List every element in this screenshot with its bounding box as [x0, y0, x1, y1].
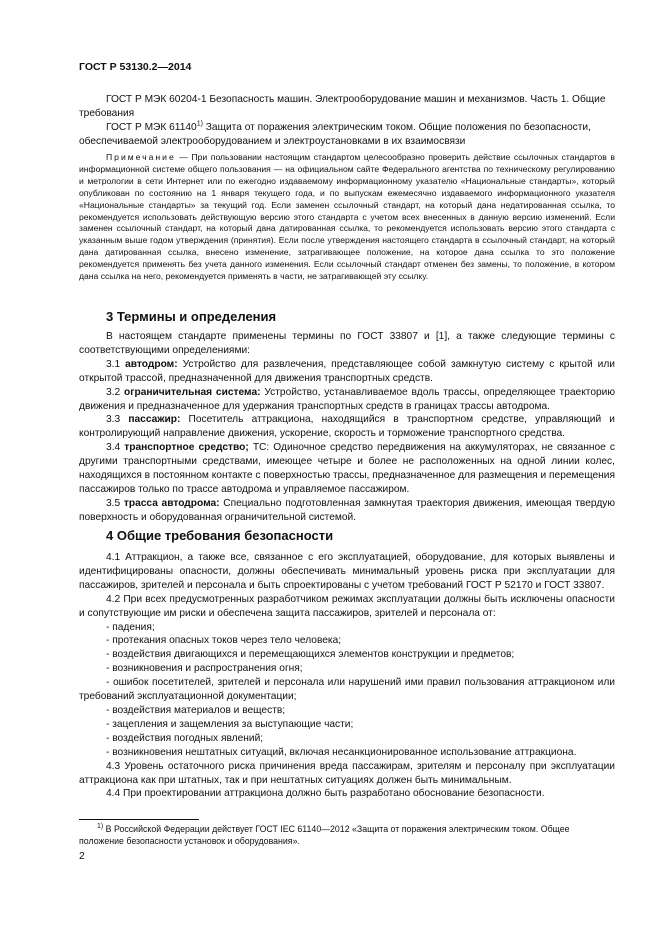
term-number: 3.4 [106, 442, 125, 454]
document-code-header: ГОСТ Р 53130.2—2014 [79, 61, 192, 73]
clause-paragraph: 4.1 Аттракцион, а также все, связанное с его эксплуатацией, оборудование, для которых выявлены и идентифицированы опасности, должны обеспечивать минимальный уровень риска при эксплуатации для пассажиров, зрителей и персонала и быть спроектированы с учетом требований ГОСТ Р 52170 и ГОСТ 33807. [79, 552, 615, 591]
list-item: - ошибок посетителей, зрителей и персонала или нарушений ими правил пользования аттракционом или требований эксплуатационной документации; [79, 677, 615, 703]
footnote [79, 823, 615, 847]
term-text: Устройство, устанавливаемое вдоль трассы, определяющее траекторию движения и предназначенное для удержания транспортных средств в границах трассы автодрома. [79, 386, 615, 412]
list-item: - зацепления и защемления за выступающие части; [106, 718, 354, 730]
clause-paragraph: 4.4 При проектировании аттракциона должно быть разработано обоснование безопасности. [106, 788, 545, 800]
list-item: - протекания опасных токов через тело человека; [106, 635, 342, 647]
term-name: ограничительная система: [124, 386, 261, 398]
term-definition [79, 497, 615, 525]
clause-paragraph: 4.2 При всех предусмотренных разработчиком режимах эксплуатации должны быть исключены опасности и сопутствующие им риски и обеспечена защита пассажиров, зрителей и персонала от: [79, 593, 615, 619]
note-block [79, 152, 615, 283]
list-item: - возникновения и распространения огня; [106, 663, 303, 675]
note-paragraph [79, 152, 615, 283]
term-number: 3.5 [106, 497, 124, 509]
normative-references [79, 93, 615, 149]
list-item: - возникновения нештатных ситуаций, включая несанкционированное использование аттракциона. [106, 746, 577, 758]
term-name: пассажир: [128, 414, 181, 426]
note-text: — При пользовании настоящим стандартом целесообразно проверить действие ссылочных стандартов в информационной системе общего пользования — на официальном сайте Федерального агентства по техническому регулированию и метрологии в сети Интернет или по ежегодно издаваемому информационному указателю «Национальные стандарты», который опубликован по состоянию на 1 января текущего года, и по выпускам ежемесячно издаваемого информационного указателя «Национальные стандарты» за текущий год. Если заменен ссылочный стандарт, на который дана недатированная ссылка, то рекомендуется использовать действующую версию этого стандарта с учетом всех внесенных в данную версию изменений. Если заменен ссылочный стандарт, на который дана датированная ссылка, то рекомендуется использовать версию этого стандарта с указанным выше годом утверждения (принятия). Если после утверждения настоящего стандарта в ссылочный стандарт, на который дана датированная ссылка, внесено изменение, затрагивающее положение, на которое дана ссылка то это положение рекомендуется применять без учета данного изменения. Если ссылочный стандарт отменен без замены, то положение, в котором дана ссылка на него, рекомендуется применять в части, не затрагивающей эту ссылку. [79, 152, 615, 282]
list-item: - падения; [106, 621, 155, 633]
footnote-marker: 1) [196, 120, 203, 128]
section-heading: 4 Общие требования безопасности [106, 528, 334, 543]
term-definition [79, 441, 615, 497]
term-number: 3.3 [106, 414, 129, 426]
section-heading: 3 Термины и определения [106, 309, 277, 324]
section-3-body [79, 330, 615, 525]
page-number: 2 [79, 850, 85, 862]
footnote-separator [79, 819, 199, 820]
reference-item [79, 121, 615, 149]
section-4-body [79, 551, 615, 801]
section-3 [79, 309, 615, 324]
term-definition [79, 358, 615, 386]
term-text: Устройство для развлечения, представляющее собой замкнутую систему с крытой или открытой трассой, предназначенной для движения транспортных средств. [79, 358, 615, 384]
term-text: Посетитель аттракциона, находящийся в транспортном средстве, управляющий и контролирующий направление движения, ускорение, скорость и торможение транспортного средства. [79, 414, 615, 440]
reference-code: ГОСТ Р МЭК 61140 [106, 121, 197, 133]
term-definition [79, 413, 615, 441]
term-name: автодром: [125, 358, 178, 370]
footnote-text: В Российской Федерации действует ГОСТ IEC 61140—2012 «Защита от поражения электрическим током. Общее положение безопасности установок и оборудования». [79, 824, 570, 847]
section-intro: В настоящем стандарте применены термины по ГОСТ 33807 и [1], а также следующие термины с соответствующими определениями: [79, 331, 615, 356]
term-number: 3.1 [106, 358, 126, 370]
list-item: - воздействия двигающихся и перемещающихся элементов конструкции и предметов; [106, 649, 515, 661]
list-item: - воздействия материалов и веществ; [106, 704, 286, 716]
term-text: Специально подготовленная замкнутая траектория движения, имеющая твердую поверхность и оборудованная ограничительной системой. [79, 497, 615, 523]
list-item: - воздействия погодных явлений; [106, 732, 264, 744]
reference-title: Защита от поражения электрическим током. Общие положения по безопасности, обеспечиваемой электрооборудованием и электроустановками в их взаимосвязи [79, 121, 591, 147]
term-number: 3.2 [106, 386, 124, 398]
term-text: ТС: Одиночное средство передвижения на аккумуляторах, не связанное с другими транспортными средствами, имеющее четыре и более не расположенных на одной линии колес, находящихся в постоянном контакте с поверхностью трассы, предназначенное для размещения и перемещения пассажиров только по трассе автодрома и управляемое пассажиром. [79, 442, 615, 495]
reference-item: ГОСТ Р МЭК 60204-1 Безопасность машин. Электрооборудование машин и механизмов. Часть 1. Общие требования [79, 94, 606, 119]
section-4 [79, 528, 615, 543]
term-definition [79, 386, 615, 414]
clause-paragraph: 4.3 Уровень остаточного риска причинения вреда пассажирам, зрителям и персоналу при эксплуатации аттракциона как при штатных, так и при нештатных ситуациях должен быть минимальным. [79, 760, 615, 786]
term-name: трасса автодрома: [123, 497, 220, 509]
note-label: Примечание [106, 152, 176, 162]
term-name: транспортное средство; [124, 442, 249, 454]
footnote-marker: 1) [97, 823, 104, 831]
